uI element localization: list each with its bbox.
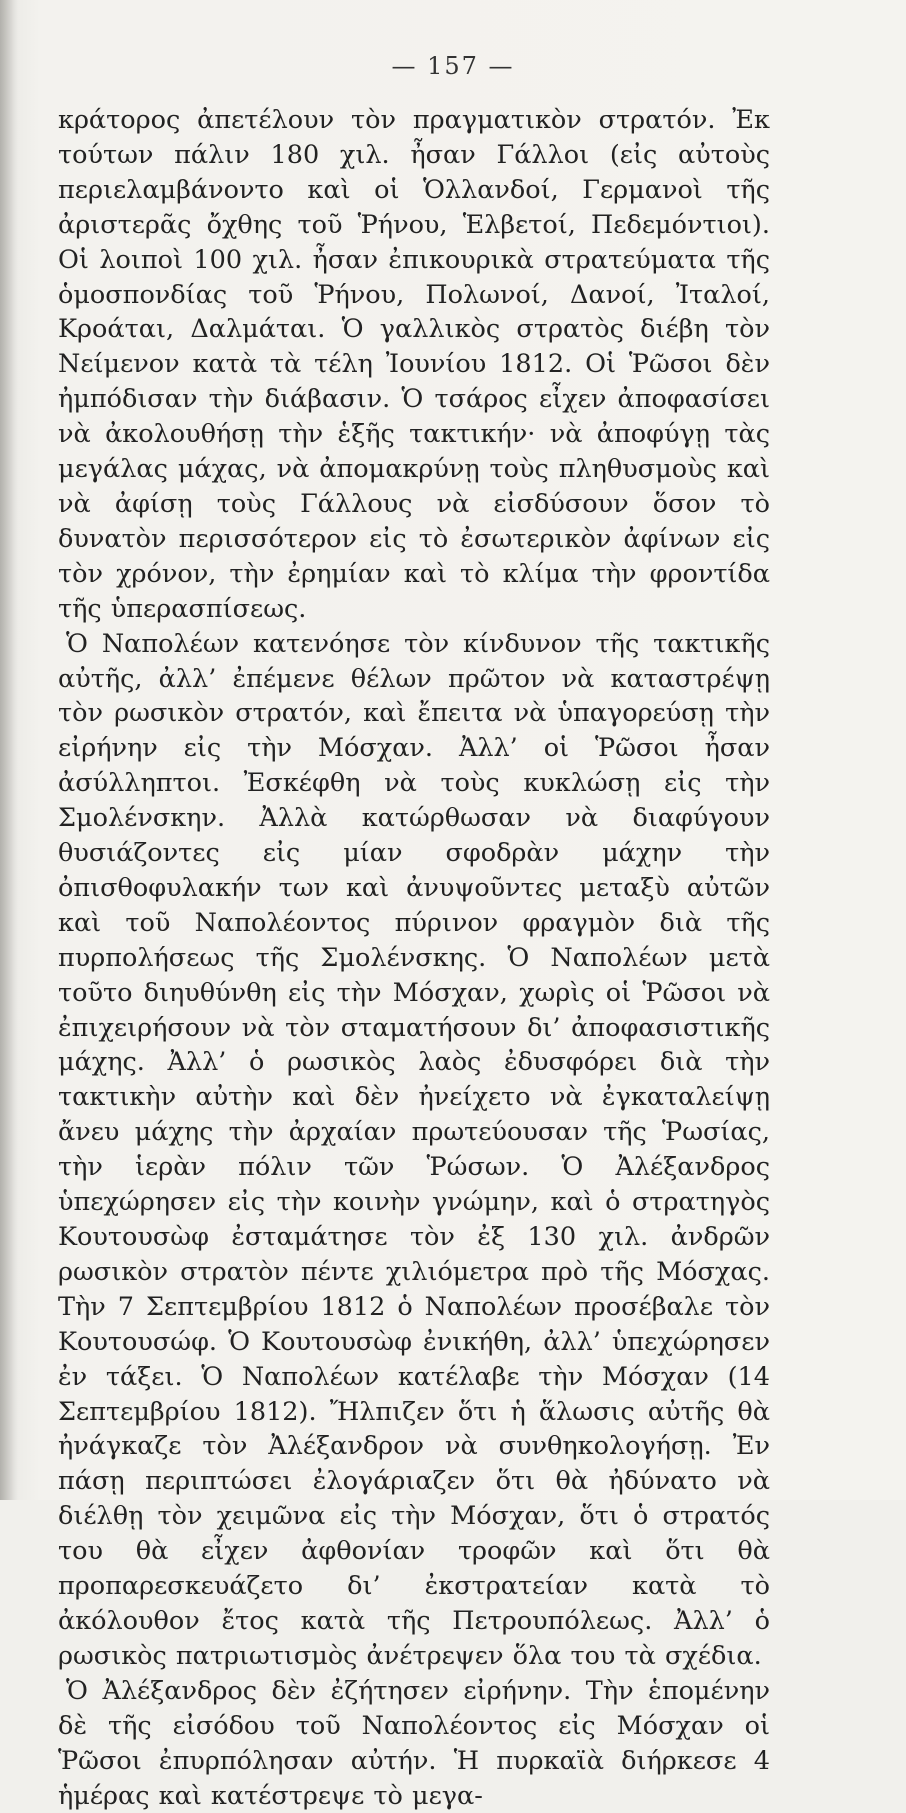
paragraph-1: κράτορος ἀπετέλουν τὸν πραγματικὸν στρατόν. Ἐκ τούτων πάλιν 180 χιλ. ἦσαν Γάλλοι (εἰς αὐτοὺς περιελαμβάνοντο καὶ οἱ Ὁλλανδοί, Γερμανοὶ τῆς ἀριστερᾶς ὄχθης τοῦ Ῥήνου, Ἑλβετοί, Πεδεμόντιοι). Οἱ λοιποὶ 100 χιλ. ἦσαν ἐπικουρικὰ στρατεύματα τῆς ὁμοσπονδίας τοῦ Ῥήνου, Πολωνοί, Δανοί, Ἰταλοί, Κροάται, Δαλμάται. Ὁ γαλλικὸς στρατὸς διέβη τὸν Νείμενον κατὰ τὰ τέλη Ἰουνίου 1812. Οἱ Ῥῶσοι δὲν ἠμπόδισαν τὴν διάβασιν. Ὁ τσάρος εἶχεν ἀποφασίσει νὰ ἀκολουθήσῃ τὴν ἑξῆς τακτικήν· νὰ ἀποφύγῃ τὰς μεγάλας μάχας, νὰ ἀπομακρύνῃ τοὺς πληθυσμοὺς καὶ νὰ ἀφίσῃ τοὺς Γάλλους νὰ εἰσδύσουν ὅσον τὸ δυνατὸν περισσότερον εἰς τὸ ἐσωτερικὸν ἀφίνων εἰς τὸν χρόνον, τὴν ἐρημίαν καὶ τὸ κλίμα τὴν φροντίδα τῆς ὑπερασπίσεως. [58, 105, 770, 624]
page-number: — 157 — [391, 52, 515, 80]
binding-shadow [0, 0, 18, 1500]
paragraph-3: Ὁ Ἀλέξανδρος δὲν ἐζήτησεν εἰρήνην. Τὴν ἑπομένην δὲ τῆς εἰσόδου τοῦ Ναπολέοντος εἰς Μόσχαν οἱ Ῥῶσοι ἐπυρπόλησαν αὐτήν. Ἡ πυρκαϊὰ διήρκεσε 4 ἡμέρας καὶ κατέστρεψε τὸ μεγα- [58, 1675, 770, 1811]
paragraph-2: Ὁ Ναπολέων κατενόησε τὸν κίνδυνον τῆς τακτικῆς αὐτῆς, ἀλλ’ ἐπέμενε θέλων πρῶτον νὰ καταστρέψῃ τὸν ρωσικὸν στρατόν, καὶ ἔπειτα νὰ ὑπαγορεύσῃ τὴν εἰρήνην εἰς τὴν Μόσχαν. Ἀλλ’ οἱ Ῥῶσοι ἦσαν ἀσύλληπτοι. Ἐσκέφθη νὰ τοὺς κυκλώσῃ εἰς τὴν Σμολένσκην. Ἀλλὰ κατώρθωσαν νὰ διαφύγουν θυσιάζοντες εἰς μίαν σφοδρὰν μάχην τὴν ὀπισθοφυλακήν των καὶ ἀνυψοῦντες μεταξὺ αὐτῶν καὶ τοῦ Ναπολέοντος πύρινον φραγμὸν διὰ τῆς πυρπολήσεως τῆς Σμολένσκης. Ὁ Ναπολέων μετὰ τοῦτο διηυθύνθη εἰς τὴν Μόσχαν, χωρὶς οἱ Ῥῶσοι νὰ ἐπιχειρήσουν νὰ τὸν σταματήσουν δι’ ἀποφασιστικῆς μάχης. Ἀλλ’ ὁ ρωσικὸς λαὸς ἐδυσφόρει διὰ τὴν τακτικὴν αὐτὴν καὶ δὲν ἠνείχετο νὰ ἐγκαταλείψῃ ἄνευ μάχης τὴν ἀρχαίαν πρωτεύουσαν τῆς Ῥωσίας, τὴν ἱερὰν πόλιν τῶν Ῥώσων. Ὁ Ἀλέξανδρος ὑπεχώρησεν εἰς τὴν κοινὴν γνώμην, καὶ ὁ στρατηγὸς Κουτουσὼφ ἐσταμάτησε τὸν ἐξ 130 χιλ. ἀνδρῶν ρωσικὸν στρατὸν πέντε χιλιόμετρα πρὸ τῆς Μόσχας. Τὴν 7 Σεπτεμβρίου 1812 ὁ Ναπολέων προσέβαλε τὸν Κουτουσώφ. Ὁ Κουτουσὼφ ἐνικήθη, ἀλλ’ ὑπεχώρησεν ἐν τάξει. Ὁ Ναπολέων κατέλαβε τὴν Μόσχαν (14 Σεπτεμβρίου 1812). Ἤλπιζεν ὅτι ἡ ἅλωσις αὐτῆς θὰ ἠνάγκαζε τὸν Ἀλέξανδρον νὰ συνθηκολογήσῃ. Ἐν πάσῃ περιπτώσει ἐλογάριαζεν ὅτι θὰ ἠδύνατο νὰ διέλθῃ τὸν χειμῶνα εἰς τὴν Μόσχαν, ὅτι ὁ στρατός του θὰ εἶχεν ἀφθονίαν τροφῶν καὶ ὅτι θὰ προπαρεσκευάζετο δι’ ἐκστρατείαν κατὰ τὸ ἀκόλουθον ἔτος κατὰ τῆς Πετρουπόλεως. Ἀλλ’ ὁ ρωσικὸς πατριωτισμὸς ἀνέτρεψεν ὅλα του τὰ σχέδια. [58, 628, 770, 1671]
body-text [58, 103, 770, 1813]
